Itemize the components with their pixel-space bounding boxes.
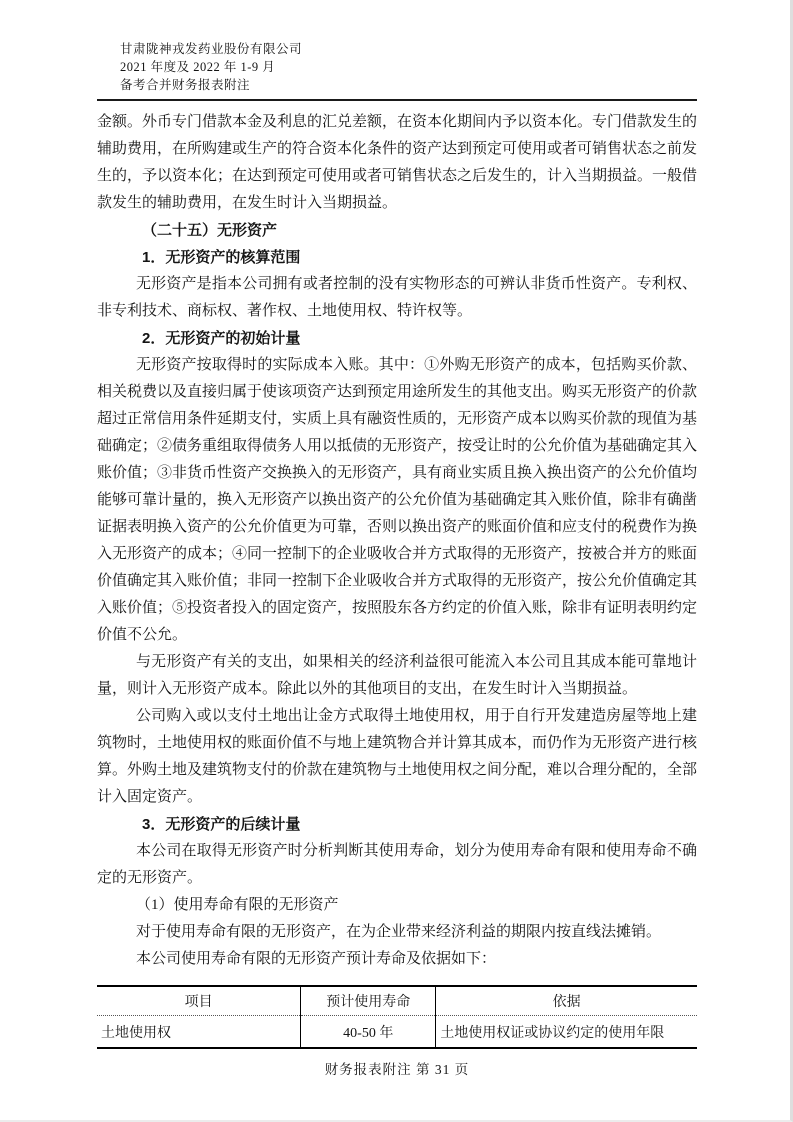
useful-life-table: [97, 985, 697, 1049]
paragraph-land-use-rights: 公司购入或以支付土地出让金方式取得土地使用权，用于自行开发建造房屋等地上建筑物时，土地使用权的账面价值不与地上建筑物合并计算其成本，而仍作为无形资产进行核算。外购土地及建筑物支付的价款在建筑物与土地使用权之间分配，难以合理分配的，全部计入固定资产。: [97, 708, 698, 805]
header-report-period: 2021 年度及 2022 年 1-9 月: [120, 60, 276, 74]
table-cell-item: 土地使用权: [101, 1025, 171, 1041]
table-row: [97, 1016, 697, 1049]
table-header-basis: 依据: [436, 986, 697, 1016]
document-body: [97, 109, 697, 1049]
page-content: [97, 40, 697, 1078]
header-company-name: 甘肃陇神戎发药业股份有限公司: [120, 42, 303, 56]
table-cell-basis: 土地使用权证或协议约定的使用年限: [436, 1016, 697, 1049]
header-document-title: 备考合并财务报表附注: [120, 78, 251, 92]
paragraph-table-intro: 本公司使用寿命有限的无形资产预计寿命及依据如下：: [136, 951, 497, 967]
item-heading-finite-life: （1）使用寿命有限的无形资产: [136, 897, 339, 913]
paragraph-related-expenditure: 与无形资产有关的支出，如果相关的经济利益很可能流入本公司且其成本能可靠地计量，则计入无形资产成本。除此以外的其他项目的支出，在发生时计入当期损益。: [97, 654, 697, 697]
table-cell-estimated-life: 40-50 年: [301, 1016, 436, 1049]
paragraph-accounting-scope: 无形资产是指本公司拥有或者控制的没有实物形态的可辨认非货币性资产。专利权、非专利技术、商标权、著作权、土地使用权、特许权等。: [97, 276, 697, 319]
footer-page-label: 财务报表附注 第 31 页: [324, 1062, 470, 1077]
table-header-estimated-life: 预计使用寿命: [301, 986, 436, 1016]
document-header: [97, 40, 697, 94]
table-header-row: [97, 986, 697, 1016]
table-header-item: 项目: [97, 986, 301, 1016]
subsection-heading-subsequent-measurement: 3．无形资产的后续计量: [142, 816, 301, 833]
useful-life-table-body: [97, 1016, 697, 1049]
useful-life-table-header: [97, 986, 697, 1016]
paragraph-initial-measurement-main: 无形资产按取得时的实际成本入账。其中：①外购无形资产的成本，包括购买价款、相关税费以及直接归属于使该项资产达到预定用途所发生的其他支出。购买无形资产的价款超过正常信用条件延期支付，实质上具有融资性质的，无形资产成本以购买价款的现值为基础确定；②债务重组取得债务人用以抵债的无形资产，按受让时的公允价值为基础确定其入账价值；③非货币性资产交换换入的无形资产，具有商业实质且换入换出资产的公允价值均能够可靠计量的，换入无形资产以换出资产的公允价值为基础确定其入账价值，除非有确凿证据表明换入资产的公允价值更为可靠，否则以换出资产的账面价值和应支付的税费作为换入无形资产的成本；④同一控制下的企业吸收合并方式取得的无形资产，按被合并方的账面价值确定其入账价值；非同一控制下企业吸收合并方式取得的无形资产，按公允价值确定其入账价值；⑤投资者投入的固定资产，按照股东各方约定的价值入账，除非有证明表明约定价值不公允。: [97, 357, 698, 643]
subsection-heading-initial-measurement: 2．无形资产的初始计量: [142, 330, 301, 347]
header-divider: [97, 99, 697, 101]
subsection-heading-accounting-scope: 1．无形资产的核算范围: [142, 249, 301, 266]
paragraph-borrowing-costs-continuation: 金额。外币专门借款本金及利息的汇兑差额，在资本化期间内予以资本化。专门借款发生的辅助费用，在所购建或生产的符合资本化条件的资产达到预定可使用或者可销售状态之前发生的，予以资本化；在达到预定可使用或者可销售状态之后发生的，计入当期损益。一般借款发生的辅助费用，在发生时计入当期损益。: [97, 114, 698, 211]
section-heading-intangible-assets: （二十五）无形资产: [142, 222, 278, 239]
paragraph-straight-line-amortization: 对于使用寿命有限的无形资产，在为企业带来经济利益的期限内按直线法摊销。: [136, 924, 662, 940]
paragraph-useful-life-classification: 本公司在取得无形资产时分析判断其使用寿命，划分为使用寿命有限和使用寿命不确定的无形资产。: [97, 843, 697, 886]
page-footer: [97, 1058, 697, 1078]
